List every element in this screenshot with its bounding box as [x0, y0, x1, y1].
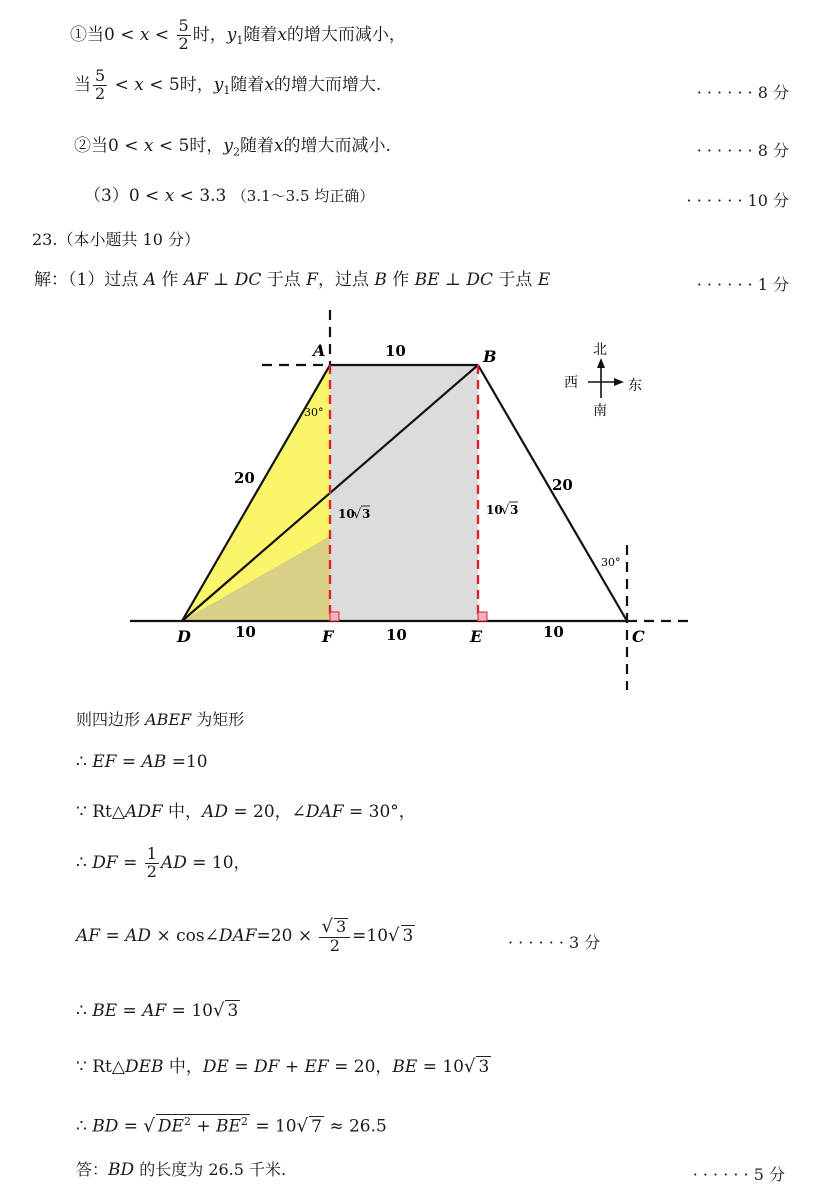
label-b: B [483, 347, 497, 366]
compass-east: 东 [628, 378, 642, 394]
part2-line2: 当 $\frac{5}{2}$ < x < 5时，$y_1$随着x的增大而增大. [74, 66, 382, 103]
answer-line: 答：BD 的长度为 26.5 千米. [76, 1160, 287, 1180]
question-23-header: 23.（本小题共 10 分） [32, 230, 200, 249]
trapezoid-figure [0, 300, 837, 695]
label-c: C [632, 627, 645, 646]
label-e: E [470, 627, 483, 646]
fraction-5-2: $\frac{5}{2}$ [178, 16, 189, 53]
sqrt-sign-af: √ [353, 507, 362, 522]
length-af: 10 [338, 507, 355, 521]
right-angle-e [478, 612, 487, 621]
fraction-5-2: $\frac{5}{2}$ [95, 66, 106, 103]
part2-line3: ②当0 < x < 5时，$y_2$随着x的增大而减小. [74, 136, 391, 159]
solution-line: 解：（1）过点 A 作 AF ⊥ DC 于点 F，过点 B 作 BE ⊥ DC 于点 E [34, 270, 551, 290]
compass-west: 西 [564, 375, 578, 391]
length-bc: 20 [552, 476, 573, 494]
length-be: 10 [486, 503, 503, 517]
sqrt3-be: 3 [510, 503, 519, 517]
step-rt-adf: ∵ Rt△ADF 中，AD = 20，∠DAF = 30°， [76, 802, 416, 822]
length-fe: 10 [386, 626, 407, 644]
step-df: ∴ DF = $\frac{1}{2}$ AD = 10， [76, 844, 251, 881]
fraction-1-2: $\frac{1}{2}$ [146, 844, 157, 881]
step-bd: ∴ BD = √ $DE^2 + BE^2 = 10√$ 7 ≈ 26.5 [76, 1115, 387, 1137]
step-rectangle: 则四边形 ABEF 为矩形 [76, 710, 245, 729]
part3-answer: （3）0 < x < 3.3 （3.1～3.5 均正确） [84, 186, 375, 206]
right-angle-f [330, 612, 339, 621]
score-8-b: · · · · · · 8 分 [696, 141, 789, 160]
step-rt-deb: ∵ Rt△DEB 中，DE = DF + EF = 20，BE = 10√ 3 [76, 1056, 490, 1077]
sqrt3-af: 3 [362, 507, 371, 521]
length-df: 10 [235, 623, 256, 641]
sqrt-sign-be: √ [501, 503, 510, 518]
score-1: · · · · · · 1 分 [696, 275, 789, 294]
label-d: D [177, 627, 191, 646]
step-af: AF = AD × cos∠DAF=20 × $\frac{√ 3}{2}$ =10√ 3 [76, 916, 414, 955]
step-ef-ab: ∴ EF = AB =10 [76, 752, 208, 772]
step-be-af: ∴ BE = AF = 10√ 3 [76, 1000, 239, 1021]
length-ec: 10 [543, 623, 564, 641]
rectangle-abef-gray [330, 365, 478, 621]
angle-a: 30° [304, 406, 324, 419]
label-a: A [313, 341, 326, 360]
part2-line1: ①当0 < x < $\frac{5}{2}$ 时，$y_1$随着x的增大而减小， [70, 16, 406, 53]
score-5: · · · · · · 5 分 [692, 1165, 785, 1184]
length-ab: 10 [385, 342, 406, 360]
compass-icon [588, 358, 624, 398]
angle-c: 30° [601, 556, 621, 569]
fraction-sqrt3-2: $\frac{√ 3}{2}$ [319, 918, 350, 955]
compass-south: 南 [593, 403, 607, 419]
score-10: · · · · · · 10 分 [686, 191, 789, 210]
length-ad: 20 [234, 469, 255, 487]
score-8-a: · · · · · · 8 分 [696, 83, 789, 102]
label-f: F [322, 627, 334, 646]
score-3: · · · · · · 3 分 [508, 933, 601, 952]
compass-north: 北 [593, 342, 607, 358]
